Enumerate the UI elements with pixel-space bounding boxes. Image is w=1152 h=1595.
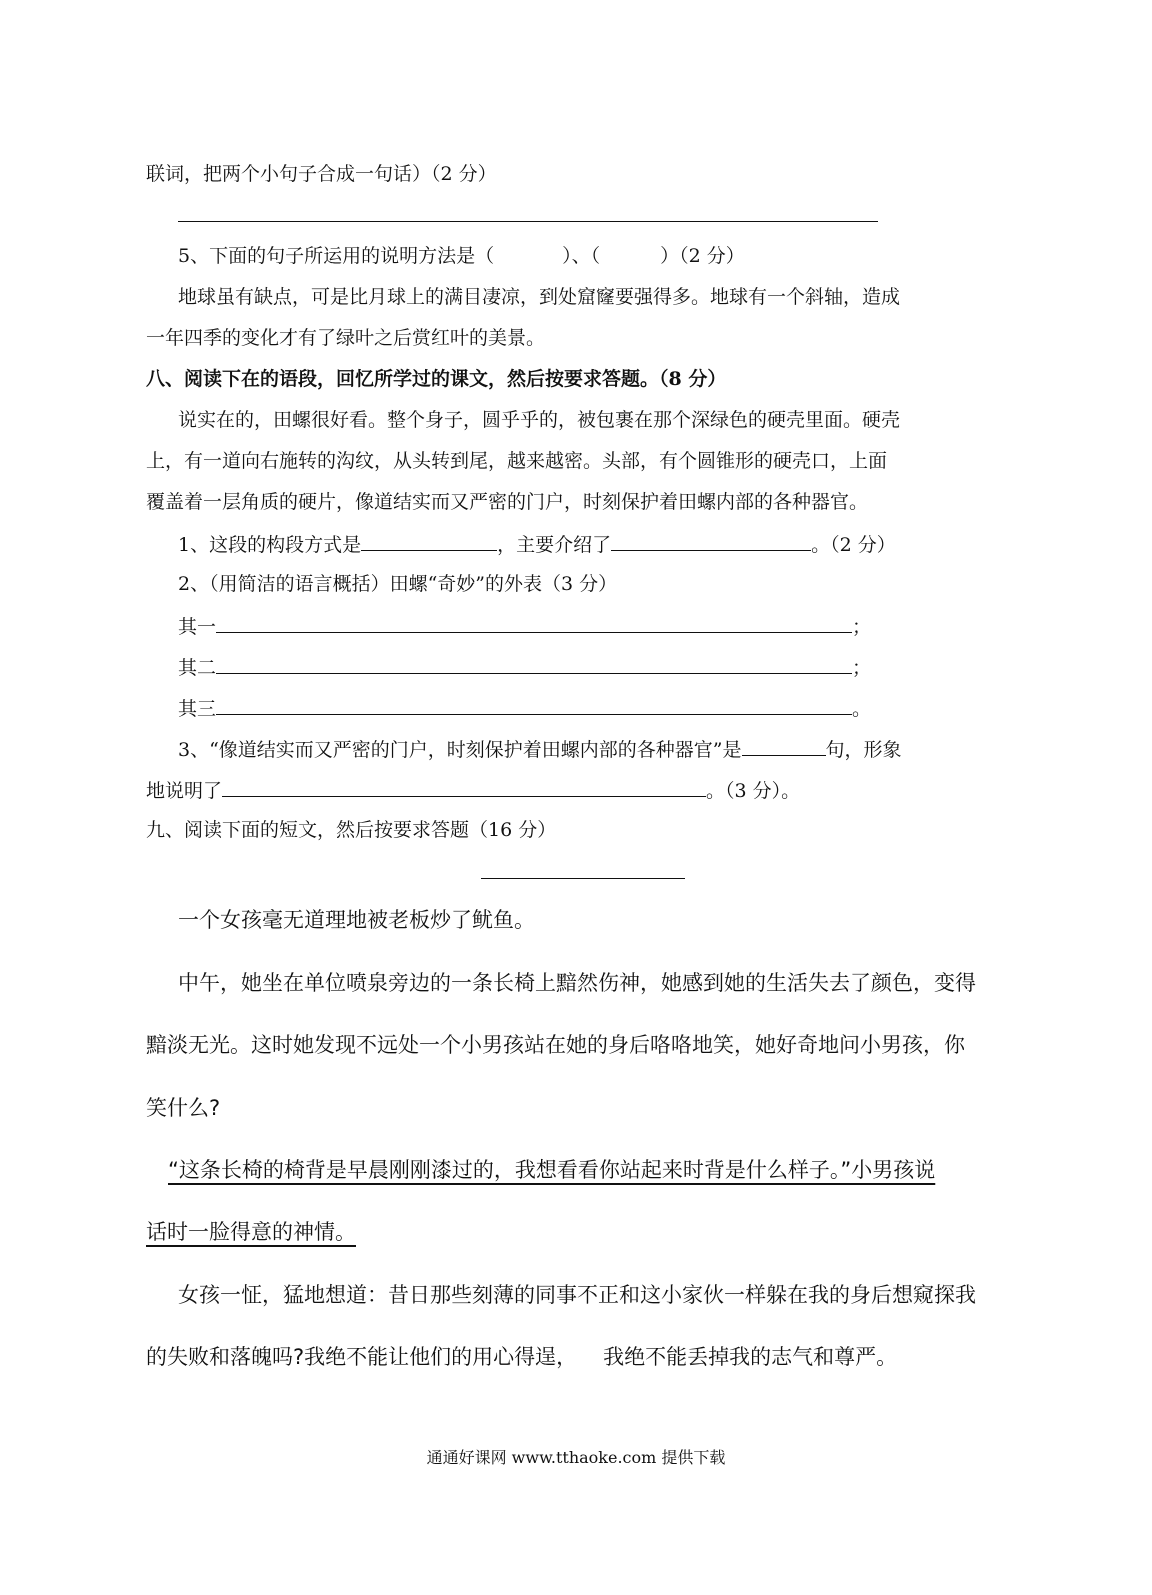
text-line: 地球虽有缺点，可是比月球上的满目凄凉，到处窟窿要强得多。地球有一个斜轴，造成	[178, 286, 901, 308]
question-5: 5、下面的句子所运用的说明方法是（ ）、（ ）（2 分）	[178, 245, 745, 267]
story-line: 一个女孩毫无道理地被老板炒了鱿鱼。	[178, 908, 535, 932]
question-3: 3、“像道结实而又严密的门户，时刻保护着田螺内部的各种器官”是 句，形象	[178, 735, 902, 763]
answer-blank[interactable]	[216, 694, 852, 715]
answer-blank[interactable]	[361, 530, 497, 551]
question-2: 2、（用简洁的语言概括）田螺“奇妙”的外表（3 分）	[178, 573, 618, 595]
text-line: 联词，把两个小句子合成一句话）（2 分）	[146, 163, 497, 185]
answer-row-3: 其三 。	[178, 694, 871, 722]
answer-blank[interactable]	[742, 735, 826, 756]
question-1: 1、这段的构段方式是 ，主要介绍了 。（2 分）	[178, 530, 896, 558]
text-line: 一年四季的变化才有了绿叶之后赏红叶的美景。	[146, 327, 546, 349]
answer-blank[interactable]	[222, 776, 706, 797]
answer-row-1: 其一 ；	[178, 612, 871, 640]
answer-blank[interactable]	[216, 612, 852, 633]
story-line: 笑什么?	[146, 1096, 221, 1120]
text-line: 说实在的，田螺很好看。整个身子，圆乎乎的，被包裹在那个深绿色的硬壳里面。硬壳	[178, 409, 901, 431]
question-3-cont: 地说明了 。（3 分）。	[146, 776, 800, 804]
section-heading: 九、阅读下面的短文，然后按要求答题（16 分）	[146, 819, 557, 841]
page-footer: 通通好课网 www.tthaoke.com 提供下载	[426, 1448, 726, 1467]
story-line-underlined: 话时一脸得意的神情。	[146, 1220, 356, 1244]
text-line: 覆盖着一层角质的硬片，像道结实而又严密的门户，时刻保护着田螺内部的各种器官。	[146, 491, 869, 513]
answer-line	[178, 221, 878, 222]
title-blank-line	[481, 878, 685, 879]
answer-row-2: 其二 ；	[178, 653, 871, 681]
story-line: 黯淡无光。这时她发现不远处一个小男孩站在她的身后咯咯地笑，她好奇地问小男孩，你	[146, 1033, 965, 1057]
story-line: 女孩一怔，猛地想道：昔日那些刻薄的同事不正和这小家伙一样躲在我的身后想窥探我	[178, 1283, 976, 1307]
answer-blank[interactable]	[611, 530, 811, 551]
story-line: 中午，她坐在单位喷泉旁边的一条长椅上黯然伤神，她感到她的生活失去了颜色，变得	[178, 971, 976, 995]
section-heading: 八、阅读下在的语段，回忆所学过的课文，然后按要求答题。（8 分）	[146, 368, 727, 390]
text-line: 上，有一道向右施转的沟纹，从头转到尾，越来越密。头部，有个圆锥形的硬壳口，上面	[146, 450, 888, 472]
answer-blank[interactable]	[216, 653, 852, 674]
story-line: 的失败和落魄吗?我绝不能让他们的用心得逞， 我绝不能丢掉我的志气和尊严。	[146, 1345, 898, 1369]
story-line-underlined: “这条长椅的椅背是早晨刚刚漆过的，我想看看你站起来时背是什么样子。”小男孩说	[168, 1158, 936, 1182]
